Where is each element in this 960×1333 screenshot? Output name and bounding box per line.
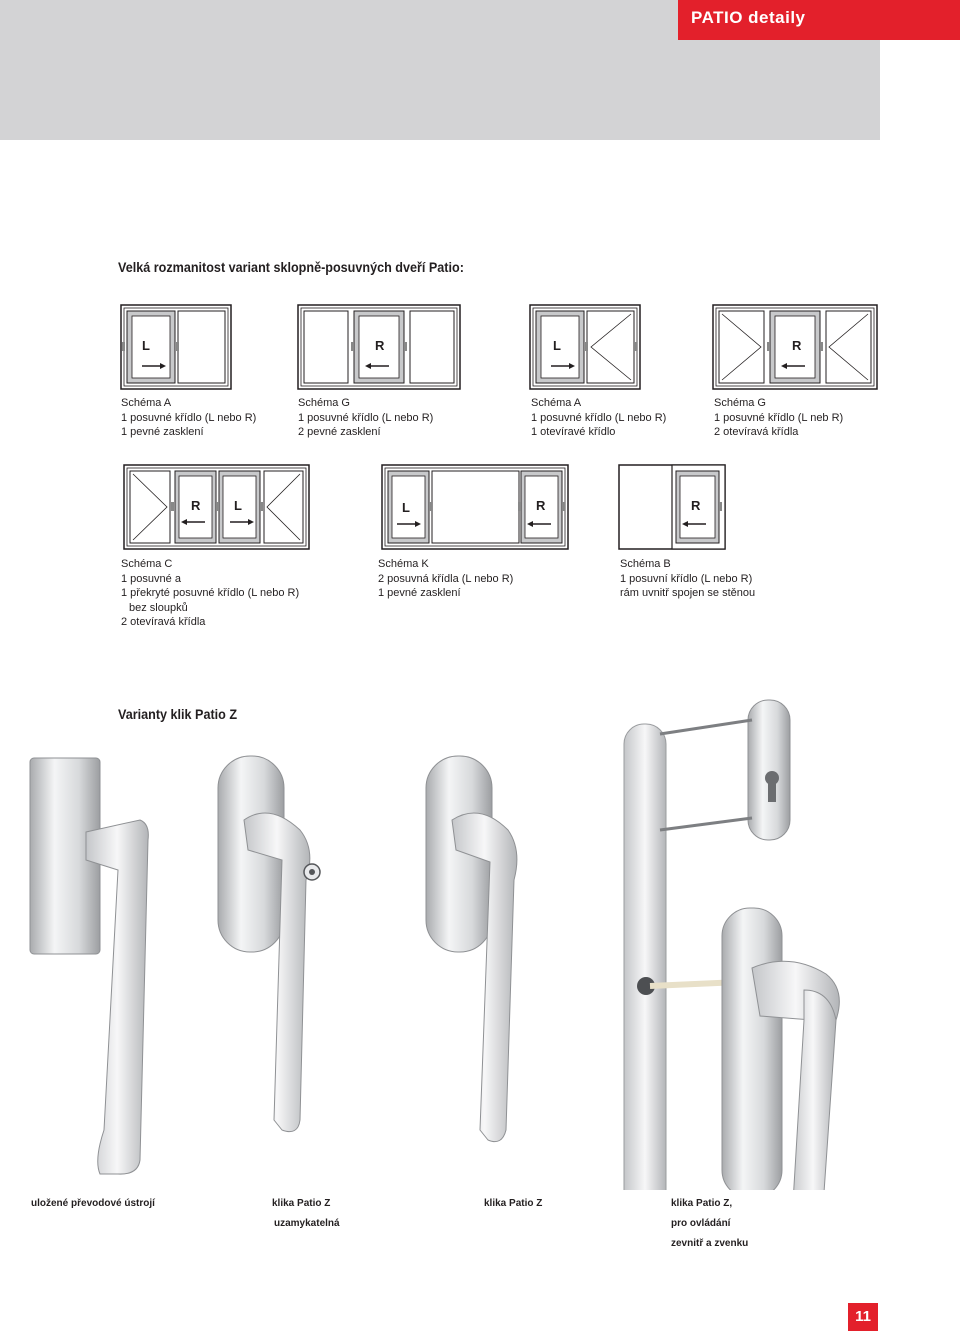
handle-inside-outside-icon [624, 700, 839, 1190]
handle-caption: uložené převodové ústrojí [31, 1198, 155, 1209]
handle-caption: klika Patio Z [484, 1198, 543, 1209]
scheme-caption: Schéma A 1 posuvné křídlo (L nebo R) 1 otevíravé křídlo [531, 397, 667, 438]
scheme-g-diagram [297, 304, 461, 390]
sash-letter: L [402, 500, 410, 515]
scheme-k-diagram [381, 464, 569, 550]
handle-caption: klika Patio Z, pro ovládání zevnitř a zvenku [671, 1198, 749, 1249]
handle-photos [0, 690, 960, 1190]
sash-letter: R [191, 498, 201, 513]
scheme-g-opening-diagram [712, 304, 878, 390]
scheme-a-opening-diagram [529, 304, 641, 390]
handle-gear-icon [30, 758, 148, 1174]
scheme-a-diagram [120, 304, 232, 390]
handle-standard-icon [426, 756, 517, 1142]
variants-heading: Velká rozmanitost variant sklopně-posuvných dveří Patio: [118, 259, 464, 275]
scheme-caption: Schéma G 1 posuvné křídlo (L neb R) 2 otevíravá křídla [714, 397, 844, 438]
page-number: 11 [848, 1303, 878, 1331]
scheme-caption: Schéma B 1 posuvní křídlo (L nebo R) rám uvnitř spojen se stěnou [620, 558, 756, 599]
handle-lockable-icon [218, 756, 320, 1132]
sash-letter: L [553, 338, 561, 353]
sash-letter: R [536, 498, 546, 513]
scheme-caption: Schéma G 1 posuvné křídlo (L nebo R) 2 pevné zasklení [298, 397, 434, 438]
handle-caption: klika Patio Z uzamykatelná [272, 1198, 340, 1229]
scheme-caption: Schéma K 2 posuvná křídla (L nebo R) 1 pevné zasklení [378, 558, 514, 599]
section-title: PATIO detaily [691, 8, 806, 27]
sash-letter: R [375, 338, 385, 353]
scheme-caption: Schéma A 1 posuvné křídlo (L nebo R) 1 pevné zasklení [121, 397, 257, 438]
sash-letter: L [234, 498, 242, 513]
scheme-caption: Schéma C 1 posuvné a 1 překryté posuvné křídlo (L nebo R) bez sloupků 2 otevíravá křídla [121, 558, 300, 628]
scheme-b-diagram [618, 464, 726, 550]
sash-letter: R [691, 498, 701, 513]
sash-letter: R [792, 338, 802, 353]
handles-heading: Varianty klik Patio Z [118, 706, 238, 722]
sash-letter: L [142, 338, 150, 353]
section-title-tab [678, 0, 960, 40]
scheme-c-diagram [123, 464, 310, 550]
